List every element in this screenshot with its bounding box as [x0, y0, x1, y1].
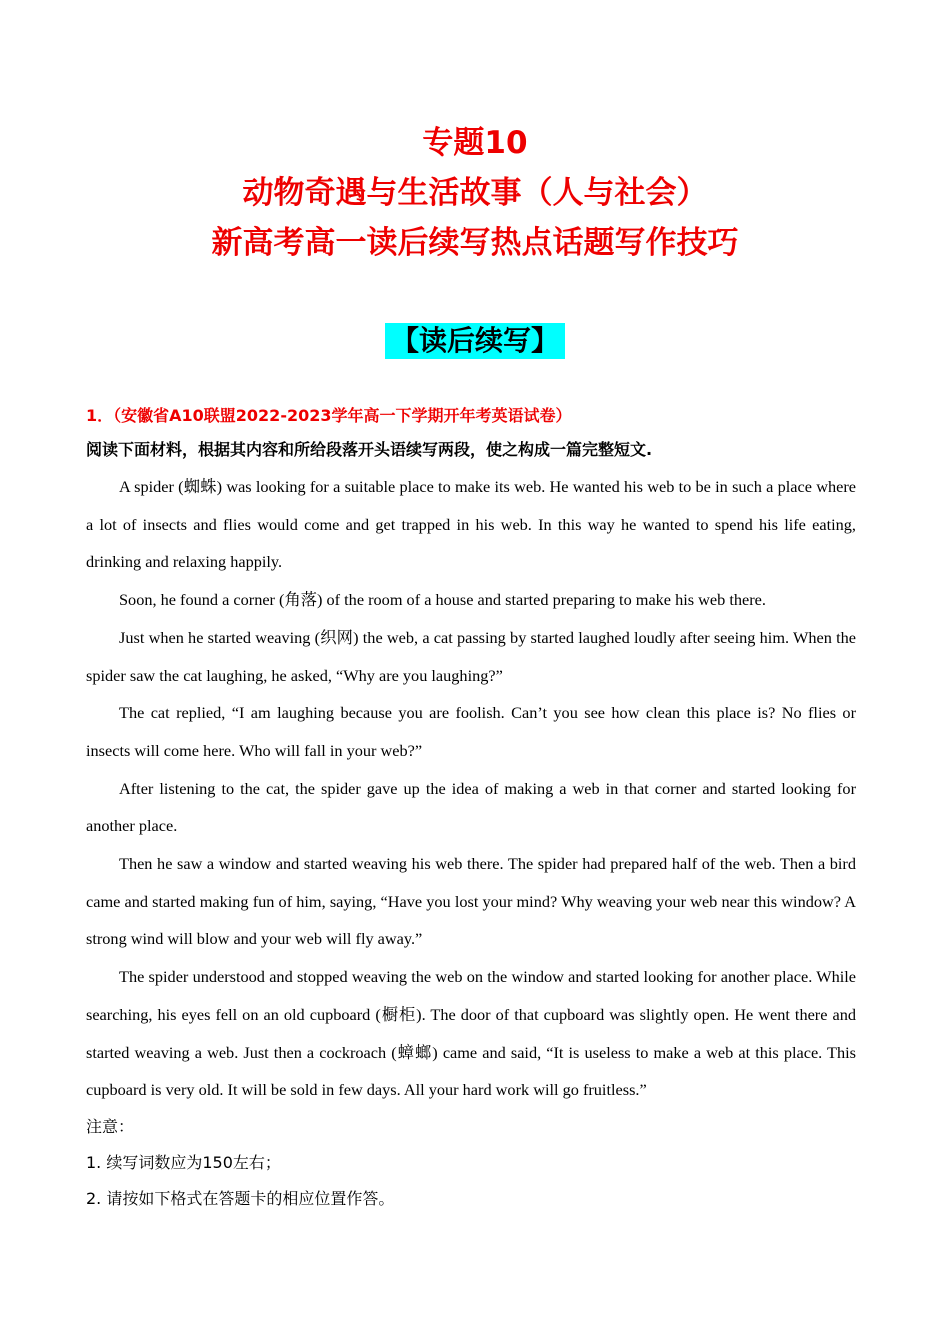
- story-paragraph: Just when he started weaving (织网) the web, a cat passing by started laughed loudly after seeing him. When the spider saw the cat laughing, he asked, “Why are you laughing?”: [86, 627, 856, 685]
- note-item-answer-format: 2. 请按如下格式在答题卡的相应位置作答。: [86, 1188, 395, 1208]
- title-block: [0, 118, 950, 268]
- section-banner-row: [0, 323, 950, 359]
- title-theme: 动物奇遇与生活故事（人与社会）: [242, 175, 708, 211]
- note-item-word-count: 1. 续写词数应为150左右；: [86, 1152, 281, 1172]
- title-subtitle: 新高考高一读后续写热点话题写作技巧: [211, 225, 739, 261]
- story-paragraph: After listening to the cat, the spider gave up the idea of making a web in that corner and started looking for another place.: [86, 778, 856, 836]
- notes-label: 注意：: [86, 1116, 135, 1136]
- story-paragraph: Then he saw a window and started weaving his web there. The spider had prepared half of the web. Then a bird came and started making fun of him, saying, “Have you lost your mind? Why weaving your web near this window? A strong wind will blow and your web will fly away.”: [86, 854, 856, 949]
- question-source: 1．（安徽省A10联盟2022-2023学年高一下学期开年考英语试卷）: [86, 406, 572, 425]
- story-paragraph: The spider understood and stopped weaving the web on the window and started looking for another place. While searching, his eyes fell on an old cupboard (橱柜). The door of that cupboard was slightly open. He went there and started weaving a web. Just then a cockroach (蟑螂) came and said, “It is useless to make a web at this place. This cupboard is very old. It will be sold in few days. All your hard work will go fruitless.”: [86, 967, 856, 1100]
- story-paragraph: Soon, he found a corner (角落) of the room of a house and started preparing to make his web there.: [119, 590, 766, 610]
- question-instruction: 阅读下面材料，根据其内容和所给段落开头语续写两段，使之构成一篇完整短文.: [86, 440, 653, 459]
- story-paragraph: A spider (蜘蛛) was looking for a suitable place to make its web. He wanted his web to be in such a place where a lot of insects and flies would come and get trapped in his web. In this way he wanted to spend his life eating, drinking and relaxing happily.: [86, 477, 856, 572]
- question-content: [86, 400, 856, 1217]
- story-paragraph: The cat replied, “I am laughing because you are foolish. Can’t you see how clean this place is? No flies or insects will come here. Who will fall in your web?”: [86, 703, 856, 760]
- title-topic-number: 专题10: [422, 125, 528, 161]
- section-banner: 【读后续写】: [385, 323, 565, 359]
